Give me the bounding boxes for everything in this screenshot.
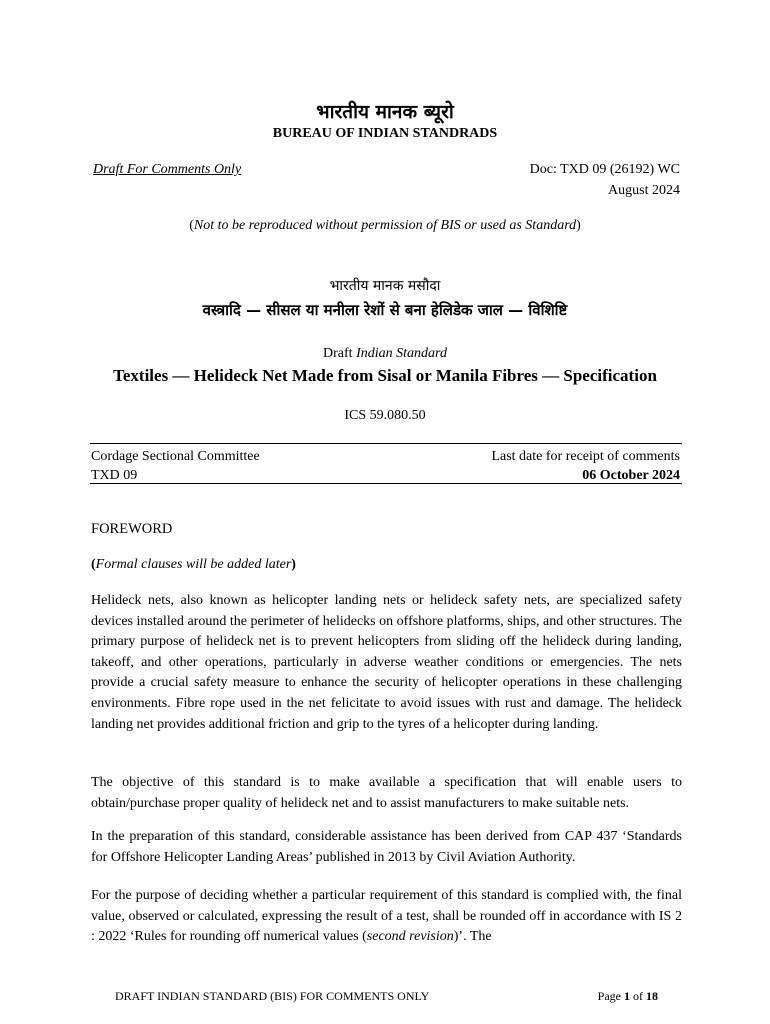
reproduction-notice — [0, 218, 770, 234]
formal-close-paren: ) — [291, 557, 296, 572]
page-current: 1 — [624, 989, 630, 1003]
ics-code: ICS 59.080.50 — [344, 408, 426, 423]
formal-open-paren: ( — [91, 557, 96, 572]
para4-start: For the purpose of deciding whether a particular requirement of this standard is complied with, the final value, observed or calculated, expressing the result of a test, shall be rounded off in accordance with IS 2 : 2022 ‘Rules for rounding off numerical values ( — [91, 888, 682, 945]
footer-label: DRAFT INDIAN STANDARD (BIS) FOR COMMENTS ONLY — [115, 989, 430, 1003]
hindi-standard-title: वस्त्रादि — सीसल या मनीला रेशों से बना हेलिडेक जाल — विशिष्टि — [202, 301, 568, 319]
committee-bottom-rule — [90, 483, 682, 484]
last-date: 06 October 2024 — [582, 468, 680, 483]
page-prefix: Page — [597, 989, 624, 1003]
hindi-draft-label: भारतीय मानक मसौदा — [329, 278, 441, 294]
doc-number: Doc: TXD 09 (26192) WC — [529, 162, 680, 177]
formal-clauses-note — [91, 557, 296, 573]
paragraph-preparation: In the preparation of this standard, considerable assistance has been derived from CAP 437 ‘Standards for Offshore Helicopter Landing Areas’ published in 2013 by Civil Aviation Authority. — [91, 829, 682, 865]
draft-standard-label — [0, 346, 770, 362]
draft-suffix: Indian Standard — [356, 346, 447, 361]
draft-prefix: Draft — [323, 346, 357, 361]
standard-title: Textiles — Helideck Net Made from Sisal or Manila Fibres — Specification — [113, 366, 657, 385]
para4-italic: second revision — [366, 929, 454, 945]
last-date-label: Last date for receipt of comments — [491, 449, 680, 464]
notice-text: Not to be reproduced without permission of BIS or used as Standard — [193, 218, 577, 233]
paragraph-objective: The objective of this standard is to make available a specification that will enable users to obtain/purchase proper quality of helideck net and to assist manufacturers to make suitable nets. — [91, 775, 682, 811]
hindi-org-name: भारतीय मानक ब्यूरो — [316, 101, 454, 123]
page-of: of — [630, 989, 646, 1003]
paragraph-helideck-nets: Helideck nets, also known as helicopter landing nets or helideck safety nets, are specialized safety devices installed around the perimeter of helidecks on offshore platforms, ships, and other structures. The primary purpose of helideck net is to prevent helicopters from sliding off the helideck during landing, takeoff, and other operations, particularly in adverse weather conditions or emergencies. The nets provide a crucial safety measure to enhance the security of helicopter operations in these challenging environments. Fibre rope used in the net felicitate to avoid issues with rust and damage. The helideck landing net provides additional friction and grip to the tyres of a helicopter during landing. — [91, 593, 682, 732]
foreword-heading: FOREWORD — [91, 521, 173, 537]
doc-date: August 2024 — [608, 183, 680, 198]
notice-close-paren: ) — [576, 218, 581, 233]
org-name-english: BUREAU OF INDIAN STANDRADS — [272, 126, 498, 141]
para4-end: )’. The — [453, 929, 492, 945]
committee-top-rule — [90, 443, 682, 444]
committee-info — [91, 447, 260, 485]
page-number — [598, 989, 658, 1004]
committee-code: TXD 09 — [91, 468, 138, 483]
draft-label: Draft For Comments Only — [93, 162, 242, 177]
page-total: 18 — [646, 989, 658, 1003]
committee-name: Cordage Sectional Committee — [91, 449, 260, 464]
formal-text: Formal clauses will be added later — [95, 557, 292, 572]
paragraph-rounding — [91, 886, 682, 948]
notice-open-paren: ( — [189, 218, 194, 233]
comment-deadline — [491, 447, 680, 485]
